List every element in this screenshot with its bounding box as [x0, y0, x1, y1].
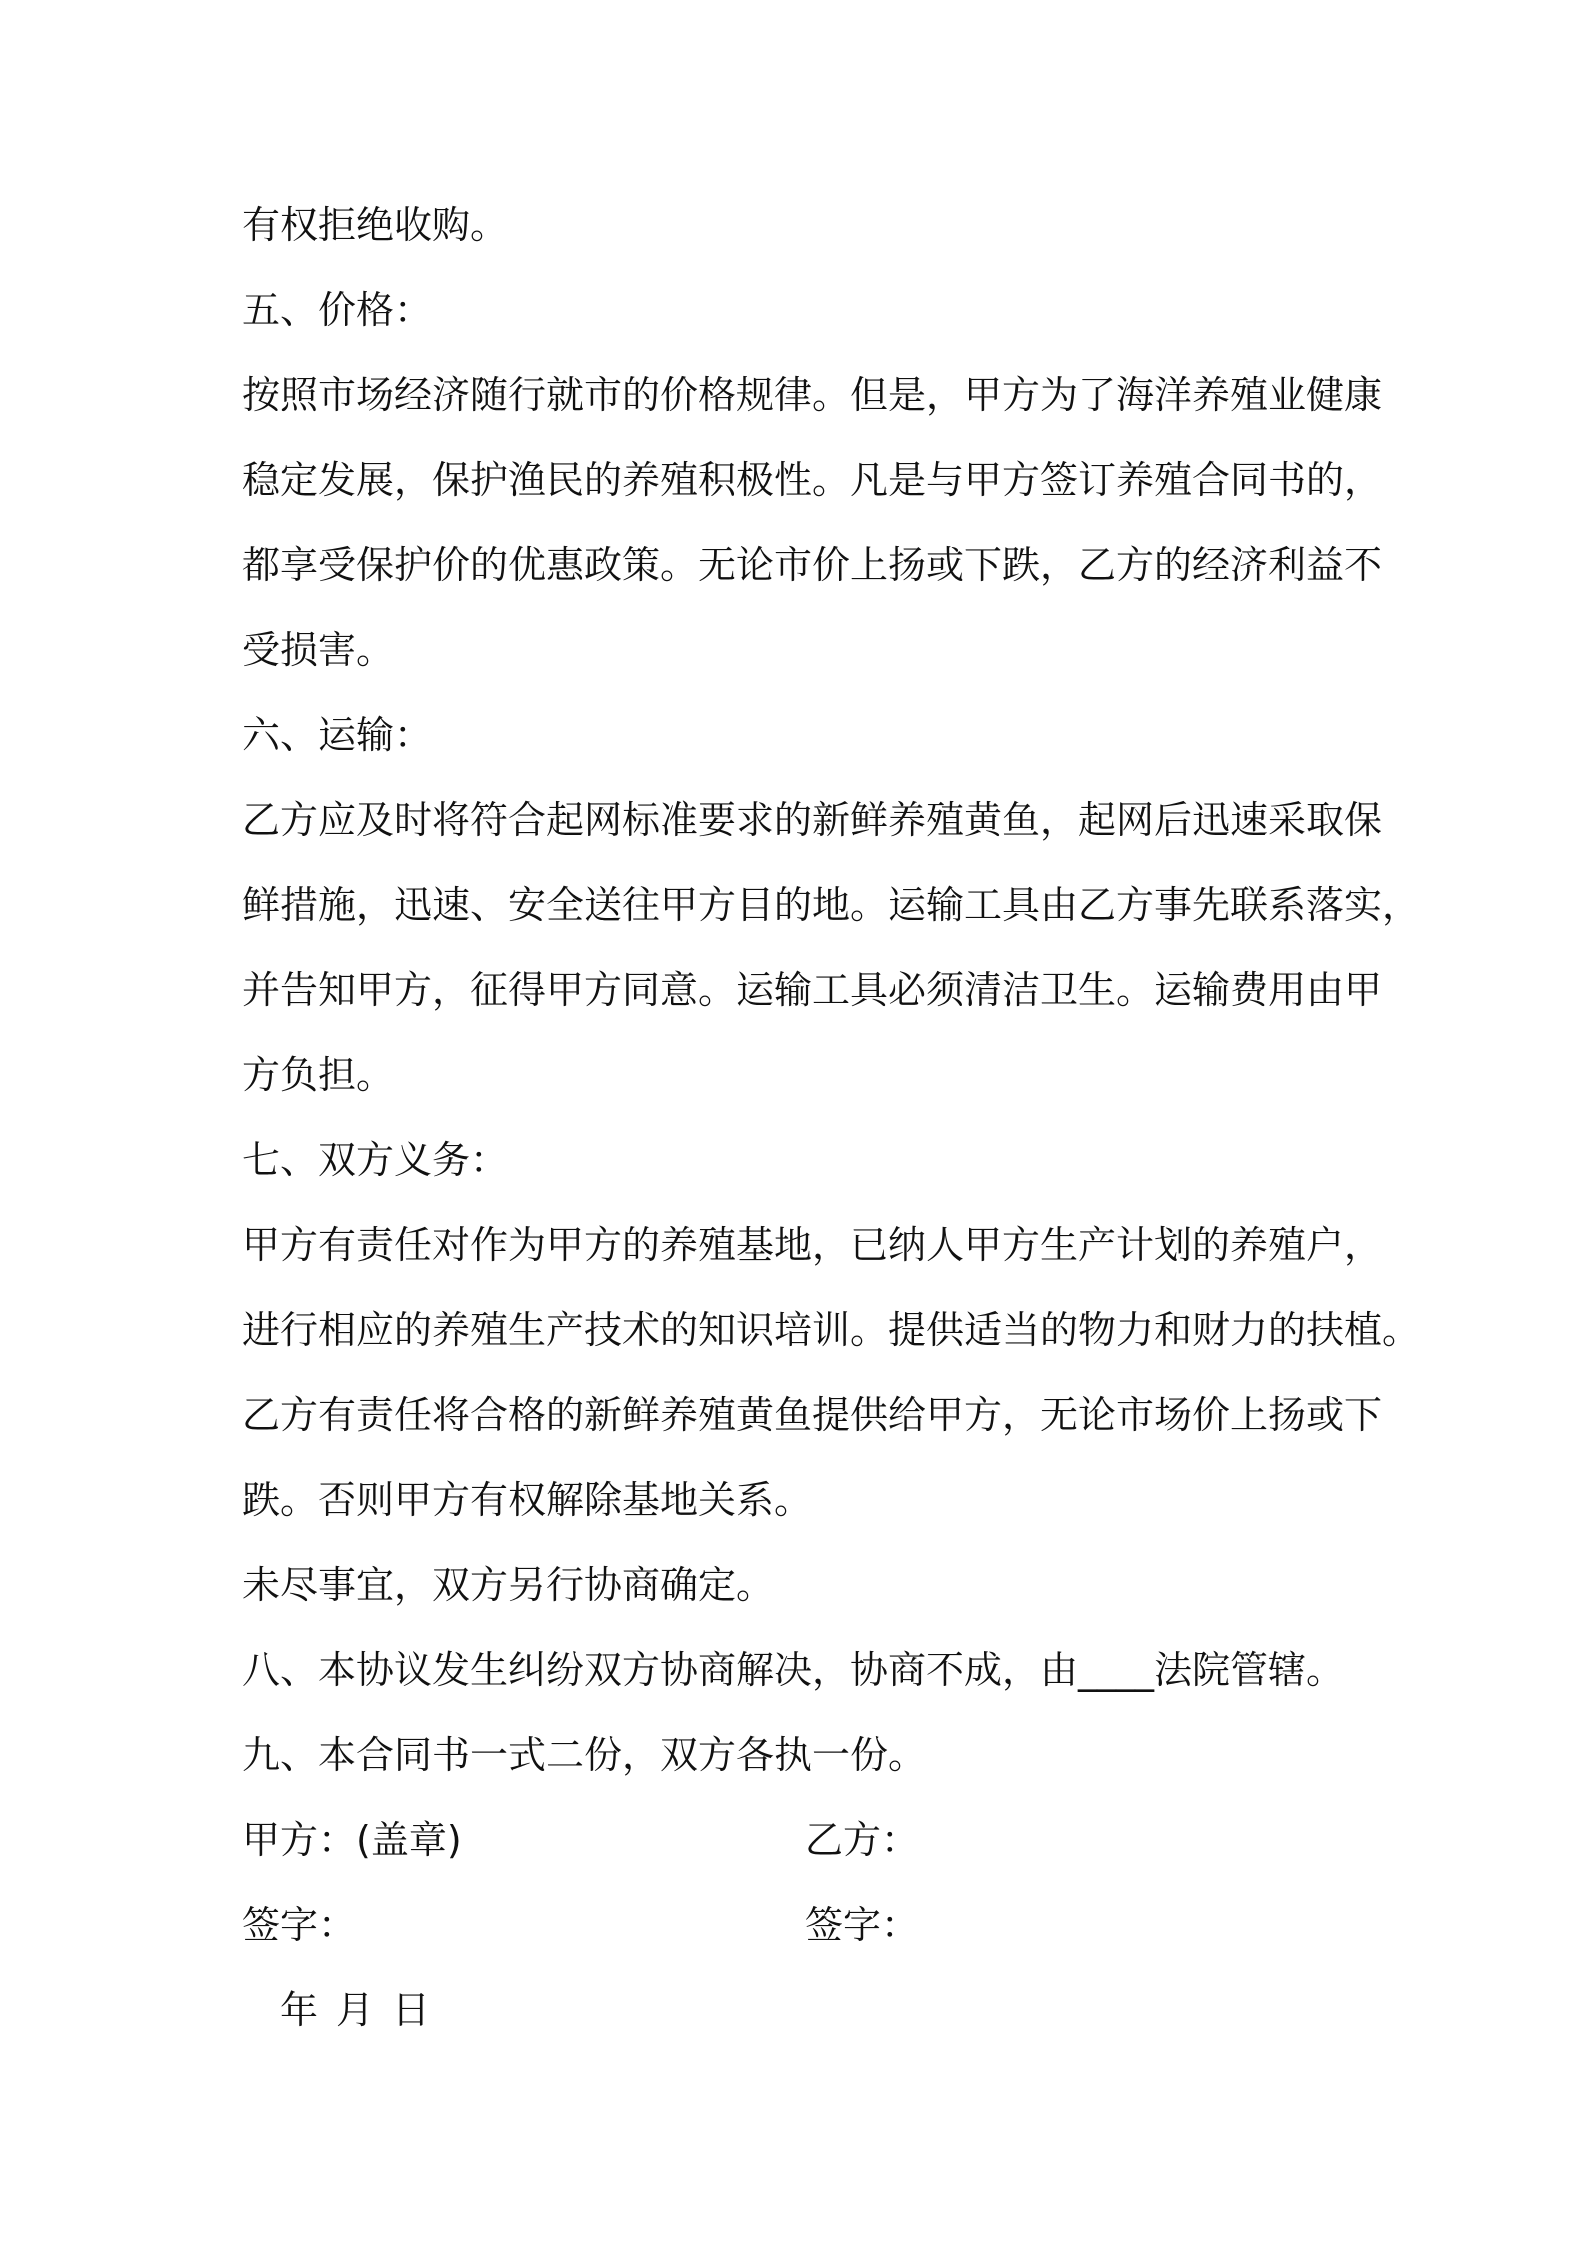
- sign-b-label: 签字：: [805, 1903, 920, 1947]
- sign-a-label: 签字：: [242, 1903, 357, 1947]
- section-heading-dispute: 八、本协议发生纠纷双方协商解决，协商不成，由____法院管辖。: [242, 1648, 1345, 1692]
- body-line: 进行相应的养殖生产技术的知识培训。提供适当的物力和财力的扶植。: [242, 1308, 1421, 1352]
- body-line: 稳定发展，保护渔民的养殖积极性。凡是与甲方签订养殖合同书的，: [242, 458, 1383, 502]
- body-line: 方负担。: [242, 1053, 395, 1097]
- date-month: 月: [336, 1988, 375, 2032]
- date-year: 年: [280, 1988, 319, 2032]
- party-b-label: 乙方：: [805, 1818, 920, 1862]
- body-line: 并告知甲方，征得甲方同意。运输工具必须清洁卫生。运输费用由甲: [242, 968, 1383, 1012]
- date-day: 日: [392, 1988, 431, 2032]
- section-heading-copies: 九、本合同书一式二份，双方各执一份。: [242, 1733, 927, 1777]
- body-line: 鲜措施，迅速、安全送往甲方目的地。运输工具由乙方事先联系落实，: [242, 883, 1421, 927]
- body-line: 未尽事宜，双方另行协商确定。: [242, 1563, 775, 1607]
- body-line: 乙方有责任将合格的新鲜养殖黄鱼提供给甲方，无论市场价上扬或下: [242, 1393, 1383, 1437]
- body-line: 跌。否则甲方有权解除基地关系。: [242, 1478, 813, 1522]
- body-line: 都享受保护价的优惠政策。无论市价上扬或下跌，乙方的经济利益不: [242, 543, 1383, 587]
- section-heading-obligations: 七、双方义务：: [242, 1138, 509, 1182]
- party-a-label: 甲方：(盖章): [242, 1818, 462, 1862]
- section-heading-price: 五、价格：: [242, 288, 433, 332]
- body-line: 有权拒绝收购。: [242, 203, 509, 247]
- body-line: 乙方应及时将符合起网标准要求的新鲜养殖黄鱼，起网后迅速采取保: [242, 798, 1383, 842]
- body-line: 甲方有责任对作为甲方的养殖基地，已纳人甲方生产计划的养殖户，: [242, 1223, 1383, 1267]
- section-heading-transport: 六、运输：: [242, 713, 433, 757]
- body-line: 按照市场经济随行就市的价格规律。但是，甲方为了海洋养殖业健康: [242, 373, 1383, 417]
- body-line: 受损害。: [242, 628, 395, 672]
- date-line: [280, 1985, 448, 2035]
